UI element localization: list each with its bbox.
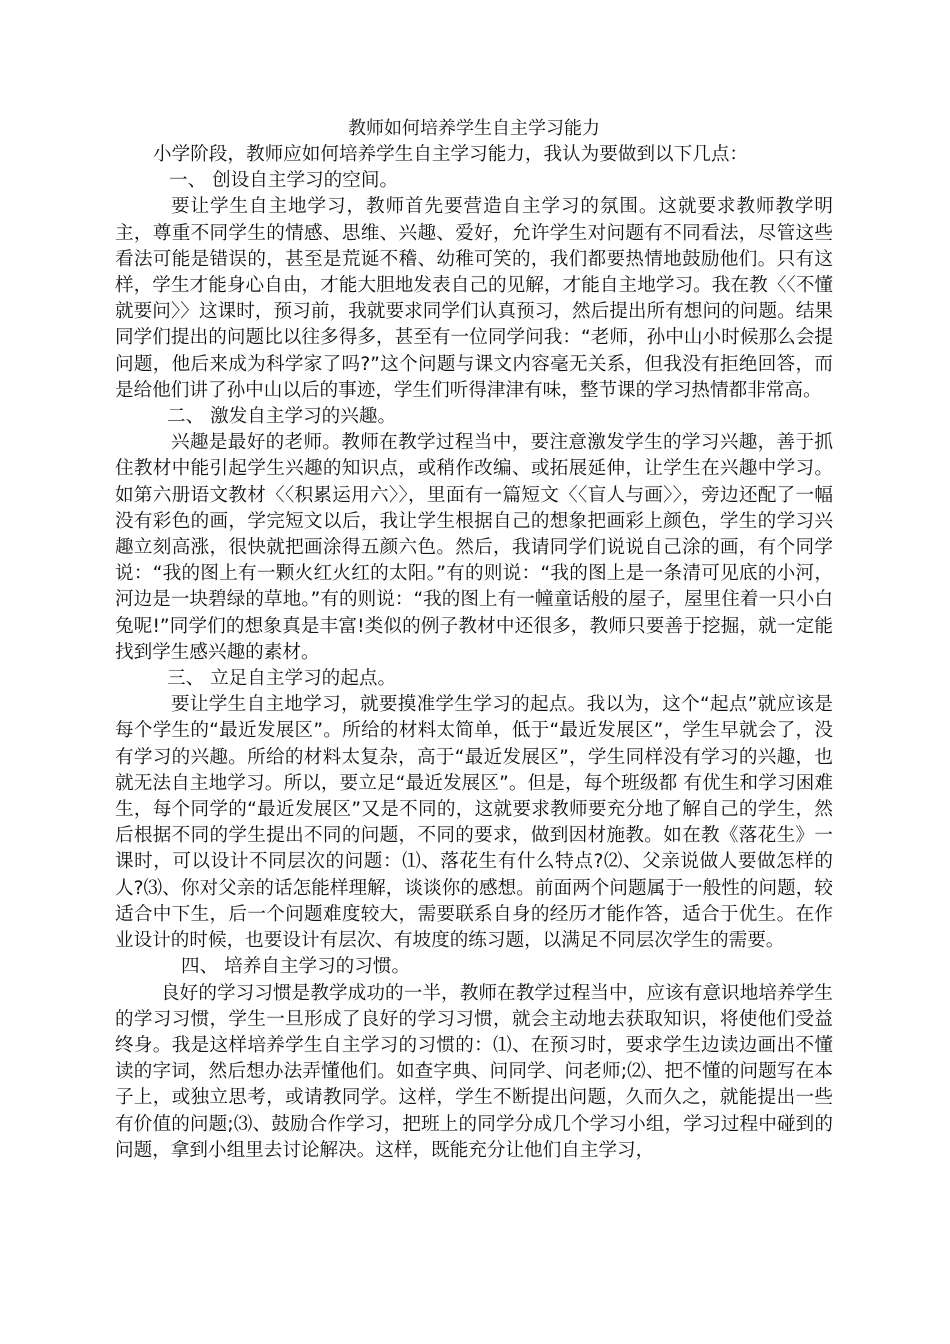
intro-paragraph: 小学阶段，教师应如何培养学生自主学习能力，我认为要做到以下几点： [153, 144, 749, 165]
section-body-3: 要让学生自主地学习，就要摸准学生学习的起点。我以为，这个“起点”就应该是每个学生的“最近发展区”。所给的材料太简单，低于“最近发展区”，学生早就会了，没有学习的兴趣。所给的材料太复杂，高于“最近发展区”，学生同样没有学习的兴趣，也就无法自主地学习。所以，要立足“最近发展区”。但是，每个班级都 有优生和学习困难生，每个同学的“最近发展区”又是不同的，这就要求教师要充分地了解自己的学生，然后根据不同的学生提出不同的问题，不同的要求，做到因材施教。如在教《落花生》一课时，可以设计不同层次的问题：⑴、落花生有什么特点?⑵、父亲说做人要做怎样的人?⑶、你对父亲的话怎能样理解，谈谈你的感想。前面两个问题属于一般性的问题，较适合中下生，后一个问题难度较大，需要联系自身的经历才能作答，适合于优生。在作业设计的时候，也要设计有层次、有坡度的练习题，以满足不同层次学生的需要。 [115, 694, 833, 952]
section-heading-2: 二、 激发自主学习的兴趣。 [167, 406, 397, 428]
section-body-4: 良好的学习习惯是教学成功的一半，教师在教学过程当中，应该有意识地培养学生的学习习惯，学生一旦形成了良好的学习习惯，就会主动地去获取知识，将使他们受益终身。我是这样培养学生自主学习的习惯的：⑴、在预习时，要求学生边读边画出不懂读的字词，然后想办法弄懂他们。如查字典、问同学、问老师;⑵、把不懂的问题写在本子上，或独立思考，或请教同学。这样，学生不断提出问题，久而久之，就能提出一些有价值的问题;⑶、鼓励合作学习，把班上的同学分成几个学习小组，学习过程中碰到的问题，拿到小组里去讨论解决。这样，既能充分让他们自主学习， [115, 982, 833, 1161]
section-heading-4: 四、 培养自主学习的习惯。 [181, 956, 411, 978]
document-page [115, 116, 833, 1164]
section-heading-3: 三、 立足自主学习的起点。 [167, 668, 397, 690]
section-heading-1: 一、 创设自主学习的空间。 [169, 170, 399, 192]
document-title: 教师如何培养学生自主学习能力 [348, 118, 600, 139]
section-body-2: 兴趣是最好的老师。教师在教学过程当中，要注意激发学生的学习兴趣，善于抓住教材中能引起学生兴趣的知识点，或稍作改编、或拓展延伸，让学生在兴趣中学习。如第六册语文教材〈〈积累运用六〉〉，里面有一篇短文〈〈盲人与画〉〉，旁边还配了一幅没有彩色的画，学完短文以后，我让学生根据自己的想象把画彩上颜色，学生的学习兴趣立刻高涨，很快就把画涂得五颜六色。然后，我请同学们说说自己涂的画，有个同学说：“我的图上有一颗火红火红的太阳。”有的则说：“我的图上是一条清可见底的小河，河边是一块碧绿的草地。”有的则说：“我的图上有一幢童话般的屋子，屋里住着一只小白兔呢!”同学们的想象真是丰富!类似的例子教材中还很多，教师只要善于挖掘，就一定能找到学生感兴趣的素材。 [115, 432, 833, 663]
section-body-1: 要让学生自主地学习，教师首先要营造自主学习的氛围。这就要求教师教学明主，尊重不同学生的情感、思维、兴趣、爱好，允许学生对问题有不同看法，尽管这些看法可能是错误的，甚至是荒诞不稽、幼稚可笑的，我们都要热情地鼓励他们。只有这样，学生才能身心自由，才能大胆地发表自己的见解，才能自主地学习。我在教〈〈不懂就要问〉〉这课时，预习前，我就要求同学们认真预习，然后提出所有想问的问题。结果同学们提出的问题比以往多得多，甚至有一位同学问我：“老师，孙中山小时候那么会提问题，他后来成为科学家了吗?”这个问题与课文内容毫无关系，但我没有拒绝回答，而是给他们讲了孙中山以后的事迹，学生们听得津津有味，整节课的学习热情都非常高。 [115, 196, 833, 401]
